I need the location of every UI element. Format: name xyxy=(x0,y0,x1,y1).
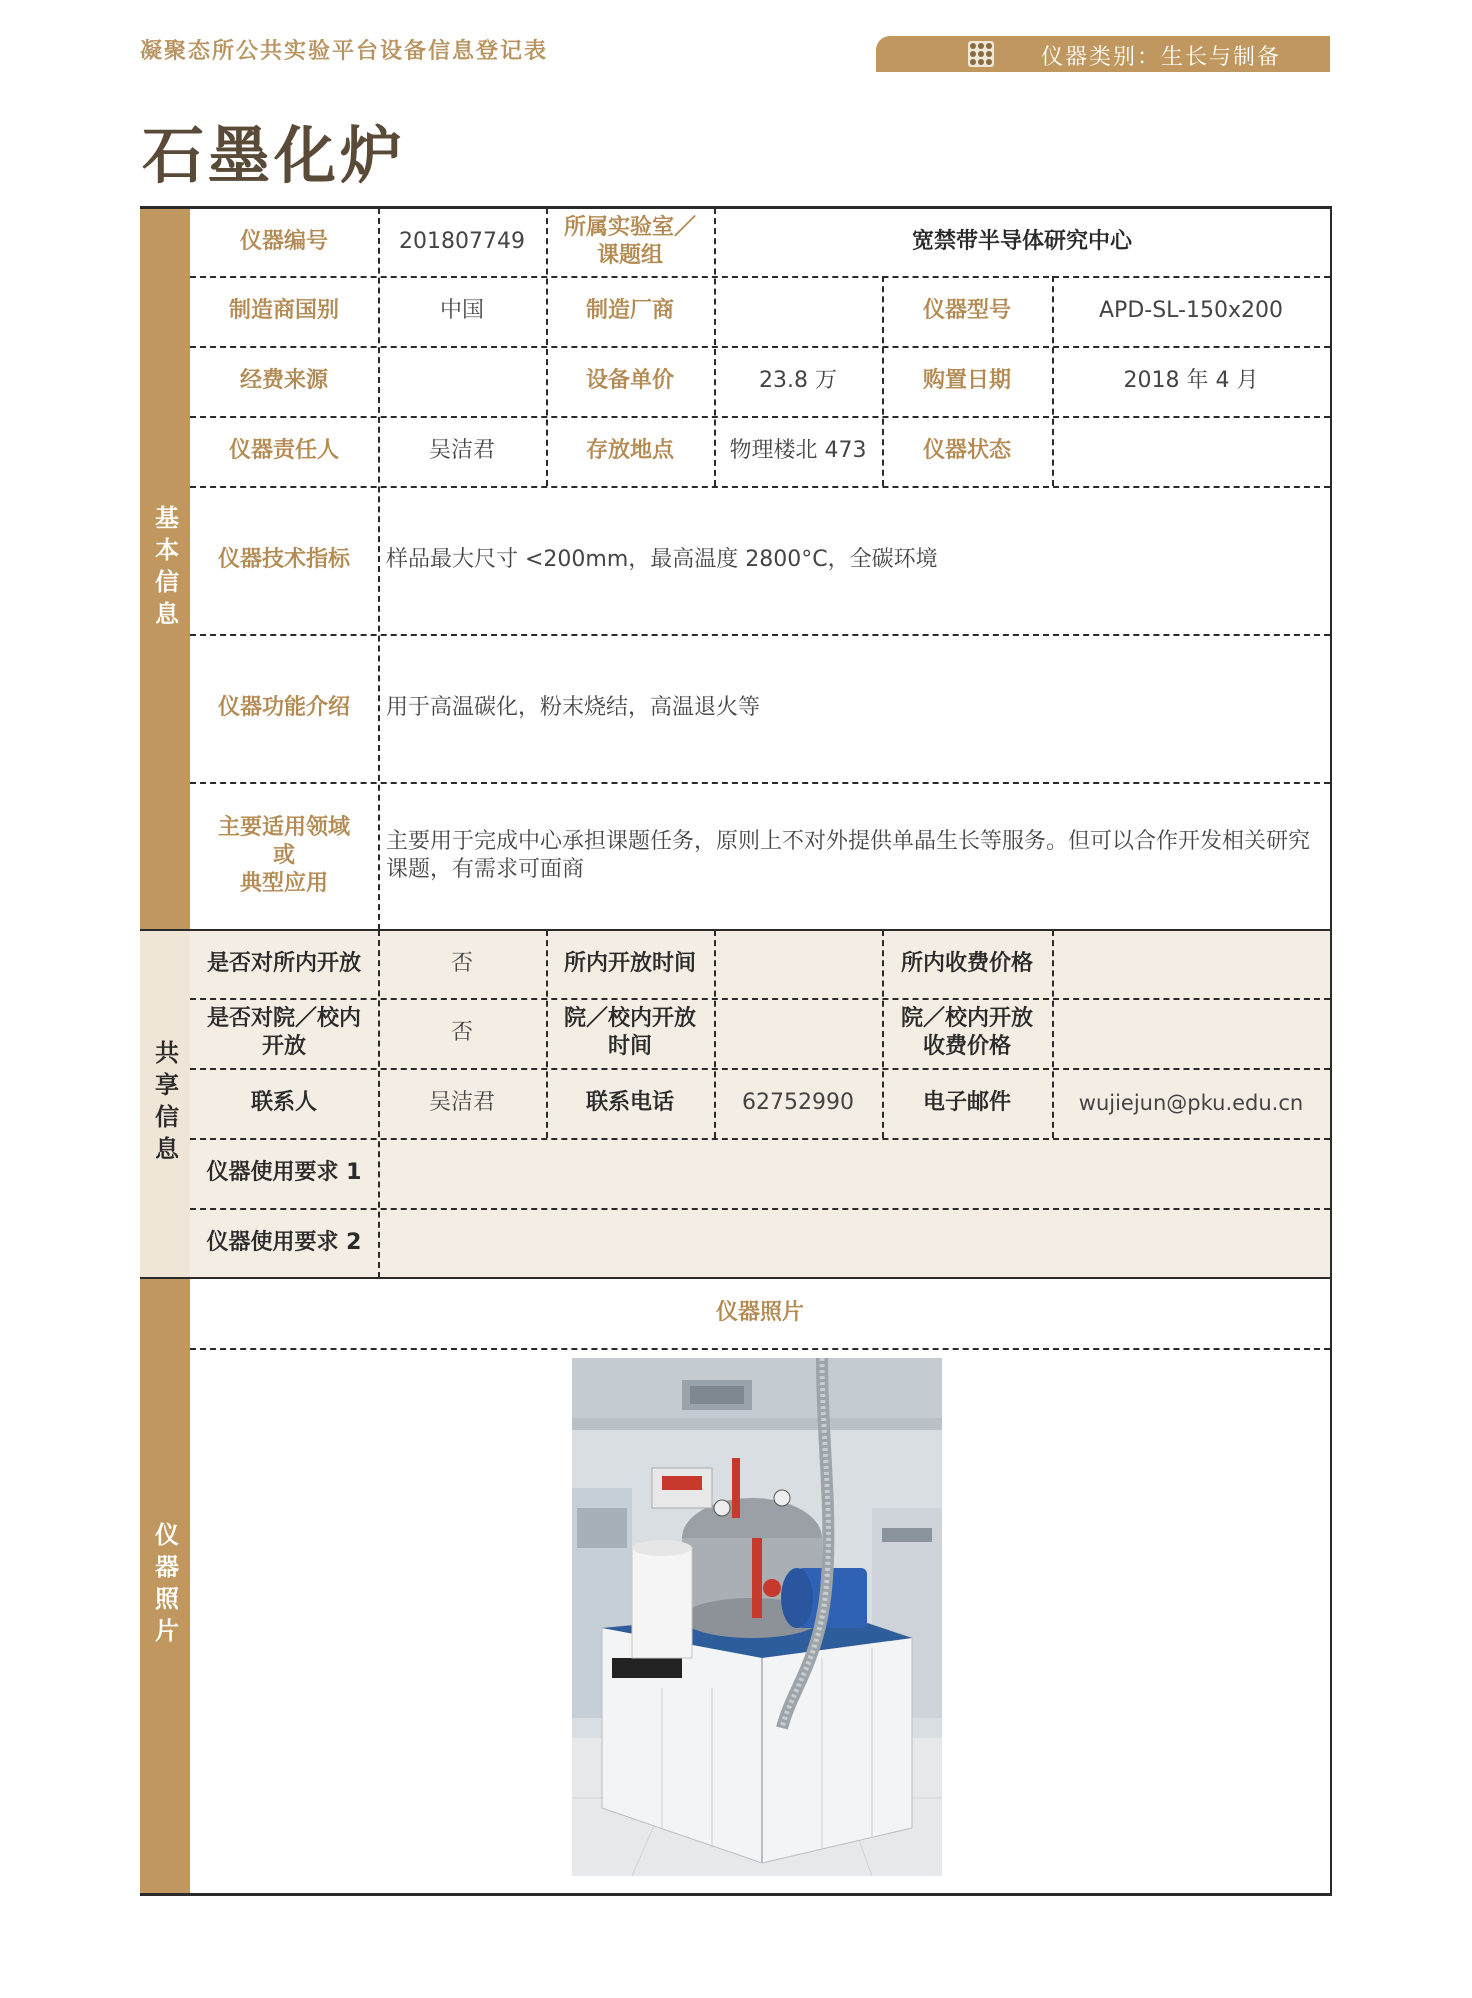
app-label: 主要适用领域 或 典型应用 xyxy=(217,815,350,896)
section-basic: 基本信息 xyxy=(140,208,190,930)
fee-out-value xyxy=(1052,998,1330,1068)
time-in-value xyxy=(714,930,882,998)
instrument-name: 石墨化炉 xyxy=(142,119,407,192)
app-value: 主要用于完成中心承担课题任务，原则上不对外提供单晶生长等服务。但可以合作开发相关研究课题，有需求可面商 xyxy=(386,829,1311,882)
country-value: 中国 xyxy=(439,298,484,323)
phone-label: 联系电话 xyxy=(585,1090,674,1115)
instrument-photo xyxy=(572,1358,942,1876)
spec-value: 样品最大尺寸 <200mm，最高温度 2800°C，全碳环境 xyxy=(386,547,938,572)
maker-label: 制造厂商 xyxy=(585,298,674,323)
person-label: 仪器责任人 xyxy=(228,438,339,463)
lab-value: 宽禁带半导体研究中心 xyxy=(911,229,1132,254)
date-label: 购置日期 xyxy=(922,368,1011,393)
section-photo: 仪器照片 xyxy=(140,1278,190,1894)
fund-label: 经费来源 xyxy=(239,368,328,393)
req2-value xyxy=(380,1208,1330,1278)
id-label: 仪器编号 xyxy=(239,229,328,254)
price-label: 设备单价 xyxy=(585,368,674,393)
req1-label: 仪器使用要求 1 xyxy=(206,1160,362,1185)
func-value: 用于高温碳化，粉末烧结，高温退火等 xyxy=(386,695,761,720)
contact-label: 联系人 xyxy=(250,1090,317,1115)
category-label: 仪器类别：生长与制备 xyxy=(1041,45,1282,70)
date-value: 2018 年 4 月 xyxy=(1123,368,1259,393)
model-label: 仪器型号 xyxy=(922,298,1011,323)
fee-in-label: 所内收费价格 xyxy=(900,951,1033,976)
email-value[interactable]: wujiejun@pku.edu.cn xyxy=(1078,1091,1304,1115)
time-out-label: 院／校内开放 时间 xyxy=(563,1006,696,1059)
fee-in-value xyxy=(1052,930,1330,998)
id-value: 201807749 xyxy=(399,229,525,254)
open-out-value: 否 xyxy=(450,1020,473,1045)
person-value: 吴洁君 xyxy=(428,438,495,463)
req2-label: 仪器使用要求 2 xyxy=(206,1230,362,1255)
section-share: 共享信息 xyxy=(140,930,190,1278)
open-out-label: 是否对院／校内 开放 xyxy=(206,1006,361,1059)
email-label: 电子邮件 xyxy=(922,1090,1011,1115)
category-banner xyxy=(876,36,1330,72)
place-value: 物理楼北 473 xyxy=(729,438,867,463)
fee-out-label: 院／校内开放 收费价格 xyxy=(900,1006,1033,1059)
open-in-label: 是否对所内开放 xyxy=(206,951,361,976)
model-value: APD-SL-150x200 xyxy=(1099,298,1283,323)
price-value: 23.8 万 xyxy=(759,368,837,393)
contact-value: 吴洁君 xyxy=(428,1090,495,1115)
open-in-value: 否 xyxy=(450,951,473,976)
grid-icon xyxy=(968,41,994,67)
photo-header: 仪器照片 xyxy=(715,1300,804,1325)
lab-label: 所属实验室／课题组 xyxy=(563,215,696,268)
time-in-label: 所内开放时间 xyxy=(563,951,696,976)
country-label: 制造商国别 xyxy=(228,298,339,323)
status-value xyxy=(1052,416,1330,486)
form-title: 凝聚态所公共实验平台设备信息登记表 xyxy=(140,39,549,64)
func-label: 仪器功能介绍 xyxy=(217,695,350,720)
status-label: 仪器状态 xyxy=(922,438,1011,463)
req1-value xyxy=(380,1138,1330,1208)
fund-value xyxy=(378,346,546,416)
place-label: 存放地点 xyxy=(585,438,674,463)
time-out-value xyxy=(714,998,882,1068)
phone-value[interactable]: 62752990 xyxy=(742,1090,854,1115)
maker-value xyxy=(714,276,882,346)
spec-label: 仪器技术指标 xyxy=(217,547,350,572)
